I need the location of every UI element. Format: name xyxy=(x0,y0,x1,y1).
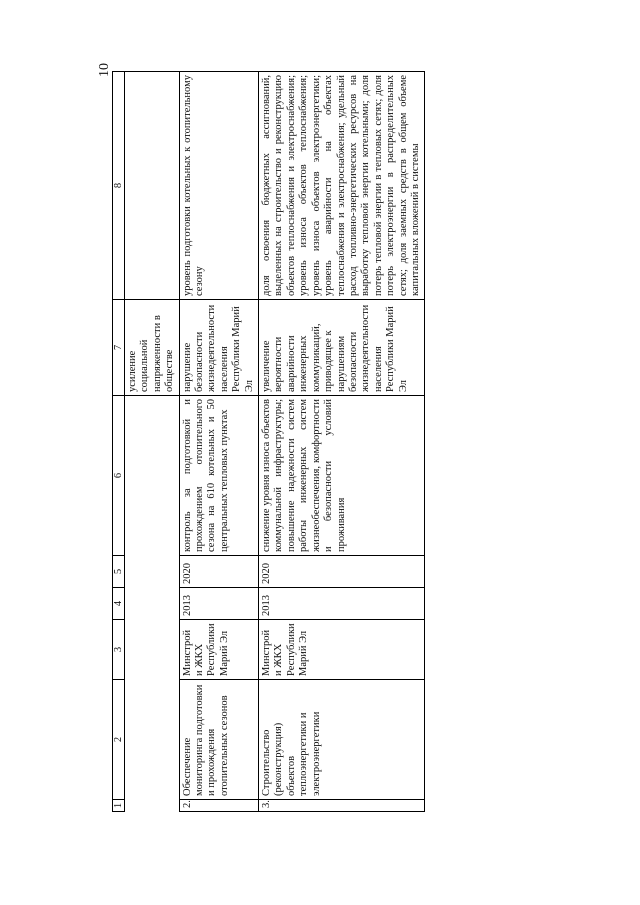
continuation-row xyxy=(125,72,180,812)
rotated-table-container xyxy=(112,72,530,812)
column-header: 3 xyxy=(113,620,125,680)
column-header: 8 xyxy=(113,72,125,300)
page-number: 10 xyxy=(97,63,112,77)
column-header: 4 xyxy=(113,588,125,620)
end-year: 2020 xyxy=(259,556,425,588)
non-implementation-consequence: нарушение безопасности жизнедеятельности населения Республики Марий Эл xyxy=(179,300,258,396)
risk-continuation-cell: усиление социальной напряженности в обществе xyxy=(125,300,180,396)
table-row xyxy=(179,72,258,812)
table-row xyxy=(259,72,425,812)
start-year: 2013 xyxy=(259,588,425,620)
start-year: 2013 xyxy=(179,588,258,620)
empty-cell xyxy=(125,396,180,812)
measure-name: Строительство (реконструкция) объектов теплоэнергетики и электроэнергетики xyxy=(259,680,425,800)
column-header: 1 xyxy=(113,800,125,812)
measure-name: Обеспечение мониторинга подготовки и прохождения отопительных сезонов xyxy=(179,680,258,800)
row-number: 3. xyxy=(259,800,425,812)
column-header: 5 xyxy=(113,556,125,588)
column-header: 7 xyxy=(113,300,125,396)
column-header: 6 xyxy=(113,396,125,556)
column-number-header xyxy=(113,72,125,812)
indicators: уровень подготовки котельных к отопительному сезону xyxy=(179,72,258,300)
empty-cell xyxy=(125,72,180,300)
column-header: 2 xyxy=(113,680,125,800)
expected-result: контроль за подготовкой и прохождением отопительного сезона на 610 котельных и 50 центральных тепловых пунктах xyxy=(179,396,258,556)
row-number: 2. xyxy=(179,800,258,812)
executor: Минстрой и ЖКХ Республики Марий Эл xyxy=(259,620,425,680)
executor: Минстрой и ЖКХ Республики Марий Эл xyxy=(179,620,258,680)
indicators: доля освоения бюджетных ассигнований, выделенных на строительство и реконструкцию объектов теплоснабжения и электроснабжения; уровень износа объектов теплоснабжения; уровень износа объектов электроэнергетики; уровень аварийности на объектах теплоснабжения и электроснабжения; удельный расход топливно-энергетических ресурсов на выработку тепловой энергии котельными; доля потерь тепловой энергии в тепловых сетях; доля потерь электроэнергии в распределительных сетях; доля заемных средств в общем объеме капитальных вложений в системы xyxy=(259,72,425,300)
end-year: 2020 xyxy=(179,556,258,588)
program-measures-table xyxy=(112,71,425,812)
non-implementation-consequence: увеличение вероятности аварийности инженерных коммуникаций, приводящее к нарушениям безопасности жизнедеятельности населения Республики Марий Эл xyxy=(259,300,425,396)
expected-result: снижение уровня износа объектов коммунальной инфраструктуры; повышение надежности систем работы инженерных систем жизнеобеспечения, комфортности и безопасности условий проживания xyxy=(259,396,425,556)
